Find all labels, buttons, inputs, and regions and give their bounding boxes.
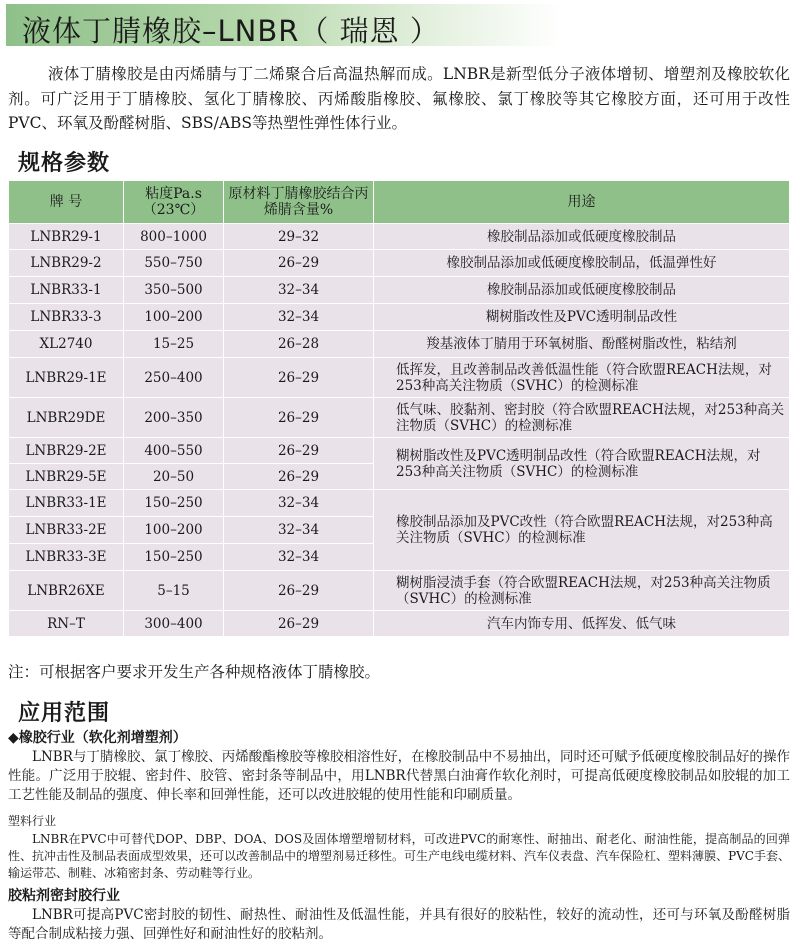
app-title-plastics: 塑料行业: [8, 814, 57, 828]
table-row: [9, 398, 790, 438]
spec-table: [8, 180, 790, 637]
header-use: 用途: [374, 181, 790, 224]
cell-use: 低挥发，且改善制品改善低温性能（符合欧盟REACH法规，对253种高关注物质（SVHC）的检测标准: [374, 358, 790, 398]
cell-content: 26–29: [224, 571, 374, 611]
cell-content: 26–29: [224, 438, 374, 464]
apps-heading: 应用范围: [18, 701, 111, 726]
cell-use: 橡胶制品添加或低硬度橡胶制品: [374, 277, 790, 304]
app-title-rubber: ◆橡胶行业（软化剂增塑剂）: [8, 730, 187, 746]
table-note: 注：可根据客户要求开发生产各种规格液体丁腈橡胶。: [8, 663, 381, 681]
cell-brand: LNBR29-1E: [9, 358, 124, 398]
page-title: 液体丁腈橡胶–LNBR（ 瑞恩 ）: [22, 14, 440, 48]
cell-brand: LNBR33-3E: [9, 544, 124, 571]
app-text-rubber: LNBR与丁腈橡胶、氯丁橡胶、丙烯酸酯橡胶等橡胶相溶性好，在橡胶制品中不易抽出，同时还可赋予低硬度橡胶制品好的操作性能。广泛用于胶辊、密封件、胶管、密封条等制品中，用LNBR代替黑白油膏作软化剂时，可提高低硬度橡胶制品如胶辊的加工工艺性能及制品的强度、伸长率和回弹性能，还可以改进胶辊的使用性能和印刷质量。: [8, 749, 790, 803]
title-banner: [6, 4, 562, 46]
cell-brand: XL2740: [9, 331, 124, 358]
cell-use: 橡胶制品添加或低硬度橡胶制品，低温弹性好: [374, 250, 790, 277]
cell-viscosity: 400–550: [124, 438, 224, 464]
table-row: [9, 358, 790, 398]
cell-brand: LNBR29-2E: [9, 438, 124, 464]
cell-content: 26–29: [224, 358, 374, 398]
app-text-plastics: LNBR在PVC中可替代DOP、DBP、DOA、DOS及固体增塑增韧材料，可改进PVC的耐寒性、耐抽出、耐老化、耐油性能，提高制品的回弹性、抗冲击性及制品表面成型效果，还可以改善制品中的增塑剂易迁移性。可生产电线电缆材料、汽车仪表盘、汽车保险杠、塑料薄膜、PVC手套、输运带芯、制鞋、冰箱密封条、劳动鞋等行业。: [8, 832, 790, 880]
table-row: [9, 224, 790, 250]
cell-brand: RN–T: [9, 611, 124, 637]
cell-viscosity: 300–400: [124, 611, 224, 637]
cell-viscosity: 800–1000: [124, 224, 224, 250]
cell-viscosity: 150–250: [124, 490, 224, 517]
cell-viscosity: 200–350: [124, 398, 224, 438]
cell-use: 橡胶制品添加或低硬度橡胶制品: [374, 224, 790, 250]
cell-use: 糊树脂改性及PVC透明制品改性: [374, 304, 790, 331]
cell-content: 26–29: [224, 611, 374, 637]
cell-viscosity: 100–200: [124, 517, 224, 544]
table-row: [9, 277, 790, 304]
cell-content: 26–28: [224, 331, 374, 358]
cell-brand: LNBR29-1: [9, 224, 124, 250]
table-header-row: [9, 181, 790, 224]
cell-content: 32–34: [224, 304, 374, 331]
cell-brand: LNBR33-2E: [9, 517, 124, 544]
cell-viscosity: 15–25: [124, 331, 224, 358]
cell-brand: LNBR29DE: [9, 398, 124, 438]
cell-use: 低气味、胶黏剂、密封胶（符合欧盟REACH法规，对253种高关注物质（SVHC）的检测标准: [374, 398, 790, 438]
header-brand: 牌 号: [9, 181, 124, 224]
cell-viscosity: 100–200: [124, 304, 224, 331]
applications: [8, 728, 790, 944]
cell-brand: LNBR29-5E: [9, 464, 124, 490]
app-text-adhesives: LNBR可提高PVC密封胶的韧性、耐热性、耐油性及低温性能，并具有很好的胶粘性，较好的流动性，还可与环氧及酚醛树脂等配合制成粘接力强、回弹性好和耐油性好的胶粘剂。: [8, 907, 790, 942]
cell-viscosity: 5–15: [124, 571, 224, 611]
table-row: [9, 331, 790, 358]
table-row: [9, 490, 790, 517]
cell-content: 26–29: [224, 464, 374, 490]
cell-content: 29–32: [224, 224, 374, 250]
cell-viscosity: 20–50: [124, 464, 224, 490]
cell-use: 糊树脂改性及PVC透明制品改性（符合欧盟REACH法规，对253种高关注物质（SVHC）的检测标准: [374, 438, 790, 490]
header-content: 原材料丁腈橡胶结合丙烯腈含量%: [224, 181, 374, 224]
cell-use: 汽车内饰专用、低挥发、低气味: [374, 611, 790, 637]
table-row: [9, 571, 790, 611]
cell-viscosity: 550–750: [124, 250, 224, 277]
cell-brand: LNBR26XE: [9, 571, 124, 611]
cell-content: 32–34: [224, 517, 374, 544]
spec-heading: 规格参数: [18, 151, 111, 176]
cell-content: 32–34: [224, 544, 374, 571]
cell-brand: LNBR29-2: [9, 250, 124, 277]
table-row: [9, 304, 790, 331]
intro-paragraph: 液体丁腈橡胶是由丙烯腈与丁二烯聚合后高温热解而成。LNBR是新型低分子液体增韧、增塑剂及橡胶软化剂。可广泛用于丁腈橡胶、氢化丁腈橡胶、丙烯酸脂橡胶、氟橡胶、氯丁橡胶等其它橡胶方面，还可用于改性PVC、环氧及酚醛树脂、SBS/ABS等热塑性弹性体行业。: [8, 65, 790, 132]
cell-viscosity: 350–500: [124, 277, 224, 304]
cell-content: 26–29: [224, 250, 374, 277]
cell-brand: LNBR33-1: [9, 277, 124, 304]
cell-content: 32–34: [224, 277, 374, 304]
table-row: [9, 438, 790, 464]
cell-use: 羧基液体丁腈用于环氧树脂、酚醛树脂改性，粘结剂: [374, 331, 790, 358]
table-row: [9, 611, 790, 637]
cell-use: 糊树脂浸渍手套（符合欧盟REACH法规，对253种高关注物质（SVHC）的检测标准: [374, 571, 790, 611]
cell-content: 26–29: [224, 398, 374, 438]
cell-use: 橡胶制品添加及PVC改性（符合欧盟REACH法规，对253种高关注物质（SVHC）的检测标准: [374, 490, 790, 571]
header-viscosity: 粘度Pa.s（23℃）: [124, 181, 224, 224]
cell-viscosity: 150–250: [124, 544, 224, 571]
cell-viscosity: 250–400: [124, 358, 224, 398]
cell-brand: LNBR33-3: [9, 304, 124, 331]
app-title-adhesives: 胶粘剂密封胶行业: [8, 888, 120, 904]
cell-brand: LNBR33-1E: [9, 490, 124, 517]
table-row: [9, 250, 790, 277]
cell-content: 32–34: [224, 490, 374, 517]
